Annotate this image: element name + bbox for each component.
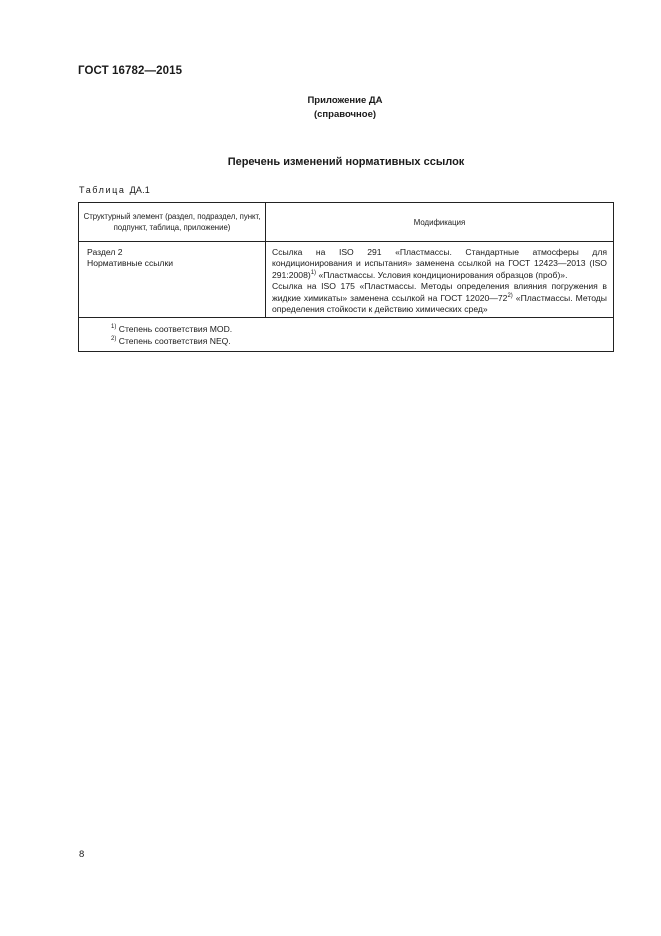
element-cell [79, 242, 266, 318]
footnote-ref: 1) [310, 269, 317, 276]
modification-text: «Пластмассы. Методы определения стойкости к действию химических сред» [272, 292, 607, 315]
footnotes-cell [79, 318, 614, 352]
element-section: Раздел 2 [87, 247, 123, 257]
modification-paragraph-1 [272, 247, 607, 281]
element-name: Нормативные ссылки [87, 258, 174, 269]
footnote-text: Степень соответствия MOD. [118, 324, 233, 335]
footnote-mark: 2) [111, 336, 117, 343]
footnote-2 [111, 335, 613, 347]
references-change-table [78, 202, 614, 352]
footnote-text: Степень соответствия NEQ. [118, 336, 231, 347]
document-code: ГОСТ 16782—2015 [78, 65, 183, 77]
footnote-mark: 1) [111, 324, 117, 331]
table-header-row [79, 203, 614, 242]
appendix-subtitle: (справочное) [313, 109, 377, 120]
modification-paragraph-2 [272, 281, 607, 315]
footnote-1 [111, 323, 613, 335]
column-header-modification: Модификация [266, 203, 614, 242]
column-header-element: Структурный элемент (раздел, подраздел, пункт, подпункт, таблица, приложение) [79, 203, 266, 242]
page-number: 8 [79, 849, 85, 860]
table-row [79, 242, 614, 318]
footnote-ref: 2) [507, 292, 513, 299]
modification-text: Ссылка на ISO 291 «Пластмассы. Стандартные атмосферы для кондиционирования и испытания» заменена ссылкой на ГОСТ 12423—2013 (ISO 291:2008) [272, 247, 607, 280]
table-caption-number: ДА.1 [129, 185, 151, 195]
footnotes-row [79, 318, 614, 352]
modification-text: «Пластмассы. Условия кондиционирования образцов (проб)». [316, 269, 568, 280]
table-caption-label: Таблица [79, 185, 126, 195]
modification-text: Ссылка на ISO 175 «Пластмассы. Методы определения влияния погружения в жидкие химикаты» заменена ссылкой на ГОСТ 12020—72 [272, 281, 607, 303]
appendix-title: Приложение ДА [307, 95, 383, 106]
table-caption [79, 185, 150, 195]
section-title: Перечень изменений нормативных ссылок [227, 156, 465, 168]
modification-cell [266, 242, 614, 318]
